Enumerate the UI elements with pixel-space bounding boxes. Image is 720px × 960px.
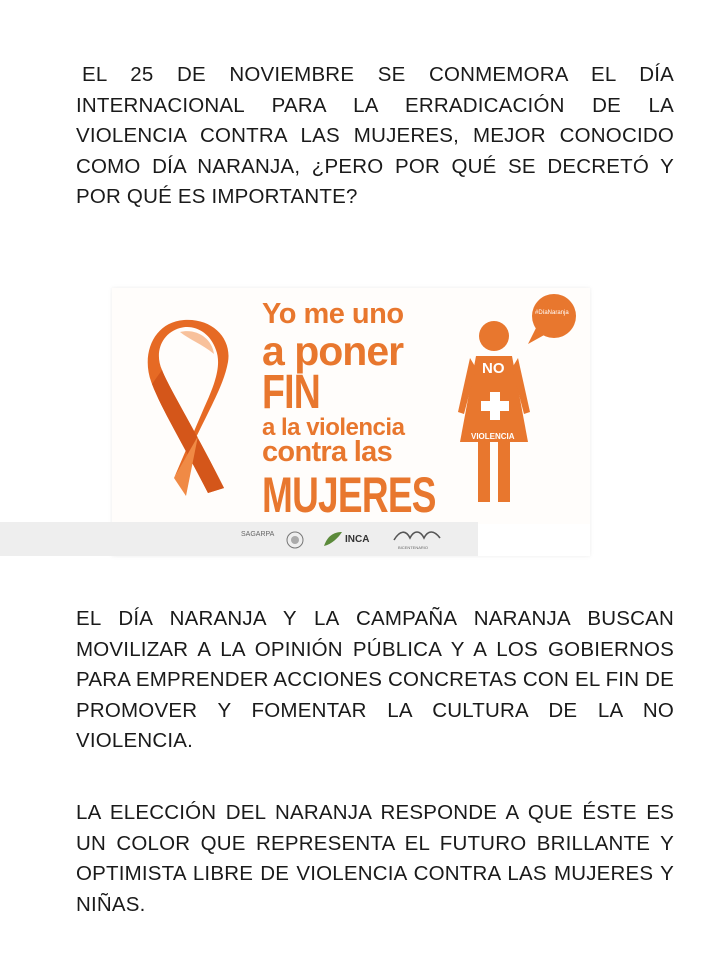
bubble-hashtag: #DíaNaranja xyxy=(535,310,569,316)
third-paragraph: LA ELECCIÓN DEL NARANJA RESPONDE A QUE ÉSTE ES UN COLOR QUE REPRESENTA EL FUTURO BRILLANTE Y OPTIMISTA LIBRE DE VIOLENCIA CONTRA LAS MUJERES Y NIÑAS. xyxy=(76,801,674,916)
headline-line-6: MUJERES xyxy=(262,467,436,523)
awareness-ribbon-icon xyxy=(132,318,242,498)
figure-violencia-label: VIOLENCIA xyxy=(471,432,515,441)
headline-line-4: a la violencia xyxy=(262,414,405,441)
headline-line-1: Yo me uno xyxy=(262,298,404,330)
headline-line-3: FIN xyxy=(262,366,320,419)
woman-figure-icon xyxy=(456,292,590,522)
figure-no-label: NO xyxy=(482,360,505,377)
headline-line-5: contra las xyxy=(262,436,392,468)
bicentenario-logo-icon xyxy=(392,528,444,544)
bicentenario-logo: BICENTENARIO xyxy=(398,545,429,550)
seal-icon xyxy=(286,531,304,549)
inca-leaf-icon xyxy=(322,530,344,548)
speech-bubble-icon xyxy=(528,294,576,344)
sagarpa-logo: SAGARPA xyxy=(241,531,275,538)
headline-line-2: a poner xyxy=(262,328,404,374)
inca-logo: INCA xyxy=(345,534,370,545)
second-paragraph: EL DÍA NARANJA Y LA CAMPAÑA NARANJA BUSCAN MOVILIZAR A LA OPINIÓN PÚBLICA Y A LOS GOBIERNOS PARA EMPRENDER ACCIONES CONCRETAS CON EL FIN DE PROMOVER Y FOMENTAR LA CULTURA DE LA NO VIOLENCIA. xyxy=(76,607,674,752)
intro-paragraph: EL 25 DE NOVIEMBRE SE CONMEMORA EL DÍA INTERNACIONAL PARA LA ERRADICACIÓN DE LA VIOLENCIA CONTRA LAS MUJERES, MEJOR CONOCIDO COMO DÍA NARANJA, ¿PERO POR QUÉ SE DECRETÓ Y POR QUÉ ES IMPORTANTE? xyxy=(76,63,674,208)
